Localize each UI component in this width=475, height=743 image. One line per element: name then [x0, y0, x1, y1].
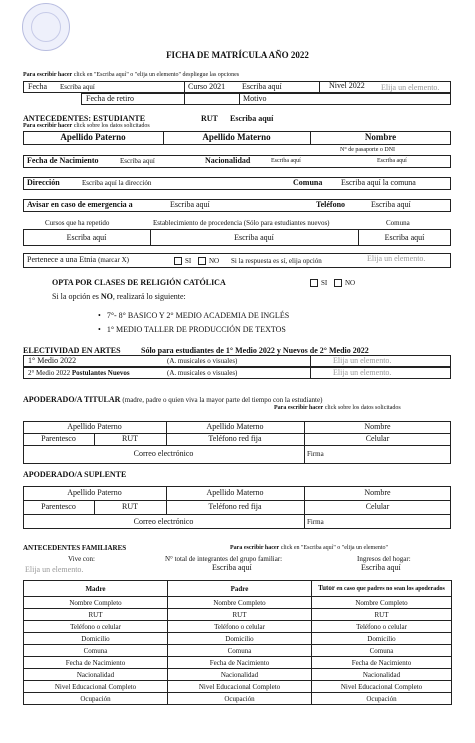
artes-2medio-label: 2° Medio 2022 Postulantes Nuevos [28, 369, 130, 377]
repetido-field[interactable]: Escriba aquí [66, 233, 107, 242]
padre-header: Padre [168, 581, 312, 597]
suplente-parentesco: Parentesco [41, 502, 76, 511]
retiro-label: Fecha de retiro [86, 94, 134, 103]
estudiante-heading: ANTECEDENTES: ESTUDIANTE [23, 114, 146, 123]
comuna-field[interactable]: Escriba aquí la comuna [341, 178, 416, 187]
padre-field[interactable]: Nombre Completo [168, 597, 312, 609]
tutor-field[interactable]: Teléfono o celular [312, 621, 452, 633]
madre-field[interactable]: Nivel Educacional Completo [24, 681, 168, 693]
suplente-correo: Correo electrónico [133, 517, 194, 526]
religion-si-checkbox[interactable]: SI [310, 279, 327, 287]
madre-field[interactable]: Nombre Completo [24, 597, 168, 609]
table-row [24, 609, 452, 621]
apoderado-celular: Celular [365, 434, 390, 443]
religion-option-1: • 7°- 8° BASICO Y 2° MEDIO ACADEMIA DE INGLÉS [98, 311, 290, 320]
school-seal-logo [22, 3, 70, 51]
table-row [24, 681, 452, 693]
tutor-field[interactable]: Nombre Completo [312, 597, 452, 609]
table-row [24, 633, 452, 645]
etnia-si-checkbox[interactable]: SI [174, 257, 191, 265]
padre-field[interactable]: Ocupación [168, 693, 312, 705]
apoderado-rut: RUT [122, 434, 138, 443]
suplente-nombre: Nombre [364, 488, 391, 497]
padre-field[interactable]: Comuna [168, 645, 312, 657]
padre-field[interactable]: Nivel Educacional Completo [168, 681, 312, 693]
motivo-label: Motivo [243, 94, 267, 103]
religion-heading: OPTA POR CLASES DE RELIGIÓN CATÓLICA [52, 278, 226, 287]
nivel-dropdown[interactable]: Elija un elemento. [381, 83, 440, 92]
suplente-ap-paterno: Apellido Paterno [67, 488, 122, 497]
nombre-header: Nombre [364, 132, 397, 142]
integrantes-label: N° total de integrantes del grupo familiar: [165, 555, 283, 563]
table-row [24, 645, 452, 657]
suplente-telefono: Teléfono red fija [208, 502, 262, 511]
tutor-field[interactable]: Nivel Educacional Completo [312, 681, 452, 693]
etnia-note: Si la respuesta es sí, elija opción [231, 257, 322, 265]
madre-field[interactable]: Domicilio [24, 633, 168, 645]
curso-label: Curso 2021 [188, 82, 226, 91]
madre-field[interactable]: RUT [24, 609, 168, 621]
artes-1medio-options: (A. musicales o visuales) [167, 357, 238, 365]
madre-field[interactable]: Teléfono o celular [24, 621, 168, 633]
comuna2-field[interactable]: Escriba aquí [384, 233, 425, 242]
suplente-firma: Firma [307, 518, 324, 526]
table-row [24, 597, 452, 609]
rut-field[interactable]: Escriba aquí [230, 114, 274, 123]
artes-1medio-label: 1° Medio 2022 [28, 356, 77, 365]
padre-field[interactable]: Domicilio [168, 633, 312, 645]
madre-field[interactable]: Ocupación [24, 693, 168, 705]
tutor-field[interactable]: RUT [312, 609, 452, 621]
fnac-field[interactable]: Escriba aquí [120, 157, 155, 165]
apoderado-telefono: Teléfono red fija [208, 434, 262, 443]
etnia-dropdown[interactable]: Elija un elemento. [367, 254, 426, 263]
suplente-celular: Celular [365, 502, 390, 511]
fecha-field[interactable]: Escriba aquí [60, 83, 95, 91]
table-row [24, 657, 452, 669]
ingresos-field[interactable]: Escriba aquí [361, 563, 401, 572]
table-row [24, 693, 452, 705]
comuna2-label: Comuna [386, 219, 410, 227]
artes-note: Sólo para estudiantes de 1° Medio 2022 y Nuevos de 2° Medio 2022 [141, 346, 369, 355]
familiares-heading: ANTECEDENTES FAMILIARES [23, 544, 127, 552]
madre-field[interactable]: Fecha de Nacimiento [24, 657, 168, 669]
madre-field[interactable]: Comuna [24, 645, 168, 657]
telefono-field[interactable]: Escriba aquí [371, 200, 411, 209]
integrantes-field[interactable]: Escriba aquí [212, 563, 252, 572]
apoderado-firma: Firma [307, 450, 324, 458]
direccion-field[interactable]: Escriba aquí la dirección [82, 179, 152, 187]
nacionalidad-field[interactable]: Escriba aquí [271, 158, 301, 164]
fecha-label: Fecha [28, 82, 48, 91]
curso-field[interactable]: Escriba aquí [242, 82, 282, 91]
table-row [24, 669, 452, 681]
apoderado-nombre: Nombre [364, 422, 391, 431]
estudiante-instructions: Para escribir hacer click sobre los datos solicitados [23, 123, 150, 129]
artes-1medio-dropdown[interactable]: Elija un elemento. [333, 356, 392, 365]
religion-note: Si la opción es NO, realizará lo siguiente: [52, 292, 186, 301]
fnac-label: Fecha de Nacimiento [27, 156, 99, 165]
suplente-rut: RUT [122, 502, 138, 511]
apoderado-ap-materno: Apellido Materno [206, 422, 264, 431]
procedencia-label: Establecimiento de procedencia (Sólo para estudiantes nuevos) [153, 219, 330, 227]
apoderado-parentesco: Parentesco [41, 434, 76, 443]
familiares-instructions: Para escribir hacer click en "Escriba aquí" o "elija un elemento" [230, 545, 388, 551]
etnia-label: Pertenece a una Etnia (marcar X) [27, 255, 129, 264]
tutor-field[interactable]: Nacionalidad [312, 669, 452, 681]
rut-label: RUT [201, 114, 218, 123]
etnia-no-checkbox[interactable]: NO [198, 257, 219, 265]
suplente-heading: APODERADO/A SUPLENTE [23, 470, 127, 479]
telefono-label: Teléfono [316, 200, 346, 209]
tutor-field[interactable]: Domicilio [312, 633, 452, 645]
comuna-label: Comuna [293, 178, 323, 187]
padre-field[interactable]: Fecha de Nacimiento [168, 657, 312, 669]
artes-heading: ELECTIVIDAD EN ARTES [23, 346, 121, 355]
artes-2medio-dropdown[interactable]: Elija un elemento. [333, 368, 392, 377]
padre-field[interactable]: Nacionalidad [168, 669, 312, 681]
artes-2medio-options: (A. musicales o visuales) [167, 369, 238, 377]
tutor-field[interactable]: Ocupación [312, 693, 452, 705]
tutor-header: Tutor en caso que padres no sean los apoderados [312, 581, 452, 597]
vive-con-dropdown[interactable]: Elija un elemento. [25, 565, 84, 574]
padre-field[interactable]: RUT [168, 609, 312, 621]
tutor-field[interactable]: Fecha de Nacimiento [312, 657, 452, 669]
vive-con-label: Vive con: [68, 555, 95, 563]
page-title: FICHA DE MATRÍCULA AÑO 2022 [166, 50, 309, 60]
pasaporte-label: N° de pasaporte o DNI [340, 147, 396, 153]
pasaporte-field[interactable]: Escriba aquí [377, 158, 407, 164]
emergencia-field[interactable]: Escriba aquí [170, 200, 210, 209]
emergencia-label: Avisar en caso de emergencia a [27, 200, 133, 209]
suplente-ap-materno: Apellido Materno [206, 488, 264, 497]
family-table [23, 580, 452, 705]
apellido-paterno-header: Apellido Paterno [60, 132, 126, 142]
direccion-label: Dirección [27, 178, 60, 187]
procedencia-field[interactable]: Escriba aquí [234, 233, 274, 242]
instructions: Para escribir hacer click en "Escriba aquí" o "elija un elemento" despliegue las opciones [23, 72, 240, 78]
repetido-label: Cursos que ha repetido [45, 219, 110, 227]
religion-no-checkbox[interactable]: NO [334, 279, 355, 287]
nivel-label: Nivel 2022 [329, 81, 365, 90]
apoderado-ap-paterno: Apellido Paterno [67, 422, 122, 431]
table-row [24, 621, 452, 633]
ingresos-label: Ingresos del hogar: [357, 555, 411, 563]
nacionalidad-label: Nacionalidad [205, 156, 251, 165]
tutor-field[interactable]: Comuna [312, 645, 452, 657]
apoderado-heading: APODERADO/A TITULAR (madre, padre o quien viva la mayor parte del tiempo con la estudiante) [23, 395, 323, 404]
madre-header: Madre [24, 581, 168, 597]
apellido-materno-header: Apellido Materno [202, 132, 271, 142]
religion-option-2: • 1° MEDIO TALLER DE PRODUCCIÓN DE TEXTOS [98, 325, 286, 334]
apoderado-instructions: Para escribir hacer click sobre los datos solicitados [274, 405, 401, 411]
padre-field[interactable]: Teléfono o celular [168, 621, 312, 633]
apoderado-correo: Correo electrónico [133, 449, 194, 458]
madre-field[interactable]: Nacionalidad [24, 669, 168, 681]
